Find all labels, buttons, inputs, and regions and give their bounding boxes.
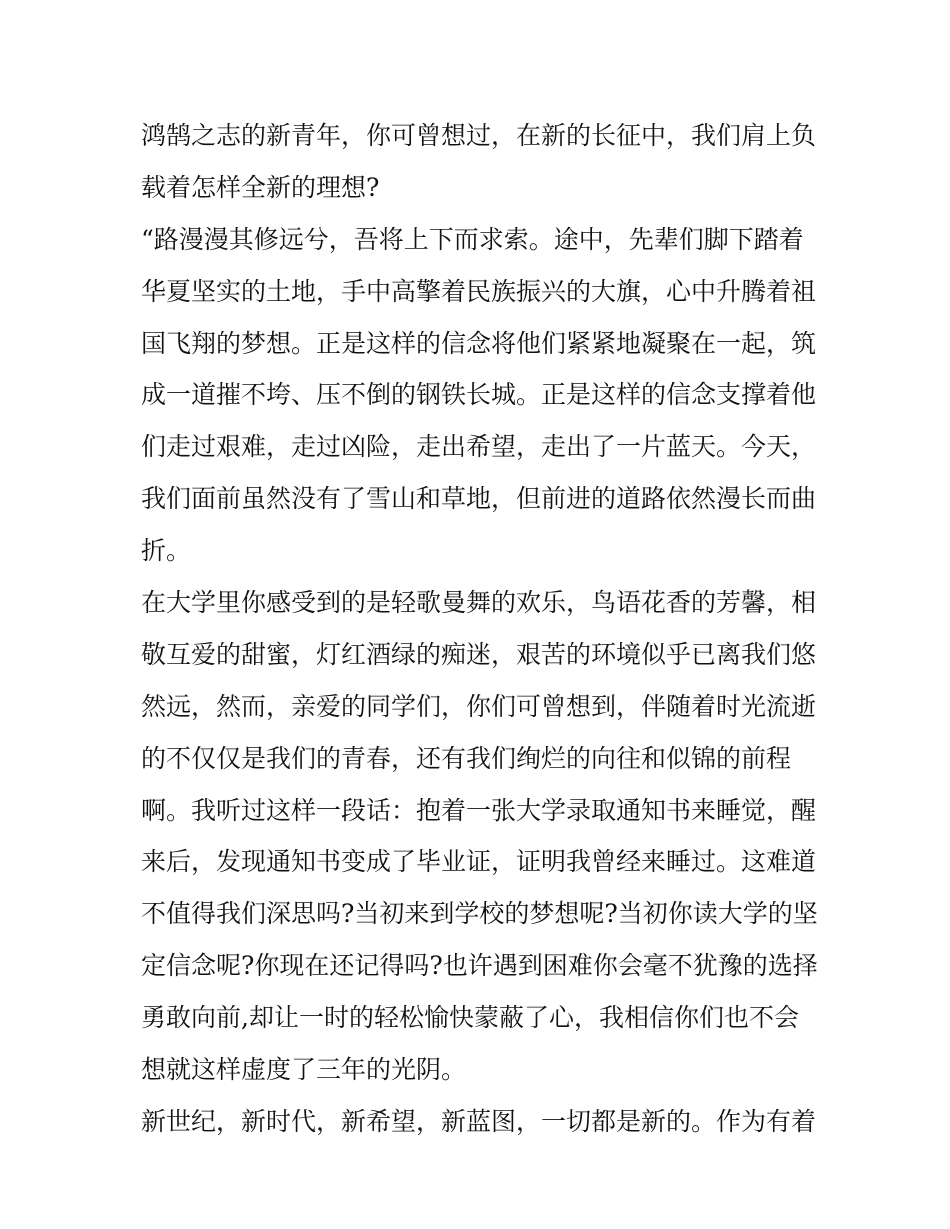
text-line: 鸿鹄之志的新青年，你可曾想过，在新的长征中，我们肩上负 (141, 121, 817, 150)
text-line: 载着怎样全新的理想? (141, 172, 380, 202)
text-line: 敬互爱的甜蜜，灯红酒绿的痴迷，艰苦的环境似乎已离我们悠 (141, 639, 817, 669)
text-line: “路漫漫其修远兮，吾将上下而求索。途中，先辈们脚下踏着 (141, 224, 804, 254)
text-line: 来后，发现通知书变成了毕业证，证明我曾经来睡过。这难道 (141, 847, 817, 877)
text-line: 然远，然而，亲爱的同学们，你们可曾想到，伴随着时光流逝 (141, 691, 817, 721)
text-line: 不值得我们深思吗?当初来到学校的梦想呢?当初你读大学的坚 (141, 899, 818, 929)
text-line: 国飞翔的梦想。正是这样的信念将他们紧紧地凝聚在一起，筑 (141, 328, 817, 358)
text-line: 的不仅仅是我们的青春，还有我们绚烂的向往和似锦的前程 (141, 743, 792, 773)
text-line: 在大学里你感受到的是轻歌曼舞的欢乐，鸟语花香的芳馨，相 (141, 588, 817, 618)
body-text (141, 110, 821, 1148)
text-line: 华夏坚实的土地，手中高擎着民族振兴的大旗，心中升腾着祖 (141, 276, 817, 306)
text-line: 定信念呢?你现在还记得吗?也许遇到困难你会毫不犹豫的选择 (141, 951, 818, 981)
text-line: 们走过艰难，走过凶险，走出希望，走出了一片蓝天。今天， (141, 432, 817, 462)
text-line: 成一道摧不垮、压不倒的钢铁长城。正是这样的信念支撑着他 (141, 380, 817, 410)
text-line: 啊。我听过这样一段话：抱着一张大学录取通知书来睡觉，醒 (141, 795, 817, 825)
text-line: 我们面前虽然没有了雪山和草地，但前进的道路依然漫长而曲 (141, 484, 817, 514)
text-line: 折。 (141, 536, 192, 566)
text-line: 想就这样虚度了三年的光阴。 (141, 1055, 467, 1085)
text-line: 新世纪，新时代，新希望，新蓝图，一切都是新的。作为有着 (141, 1106, 817, 1136)
text-line: 勇敢向前,却让一时的轻松愉快蒙蔽了心，我相信你们也不会 (141, 1003, 799, 1033)
